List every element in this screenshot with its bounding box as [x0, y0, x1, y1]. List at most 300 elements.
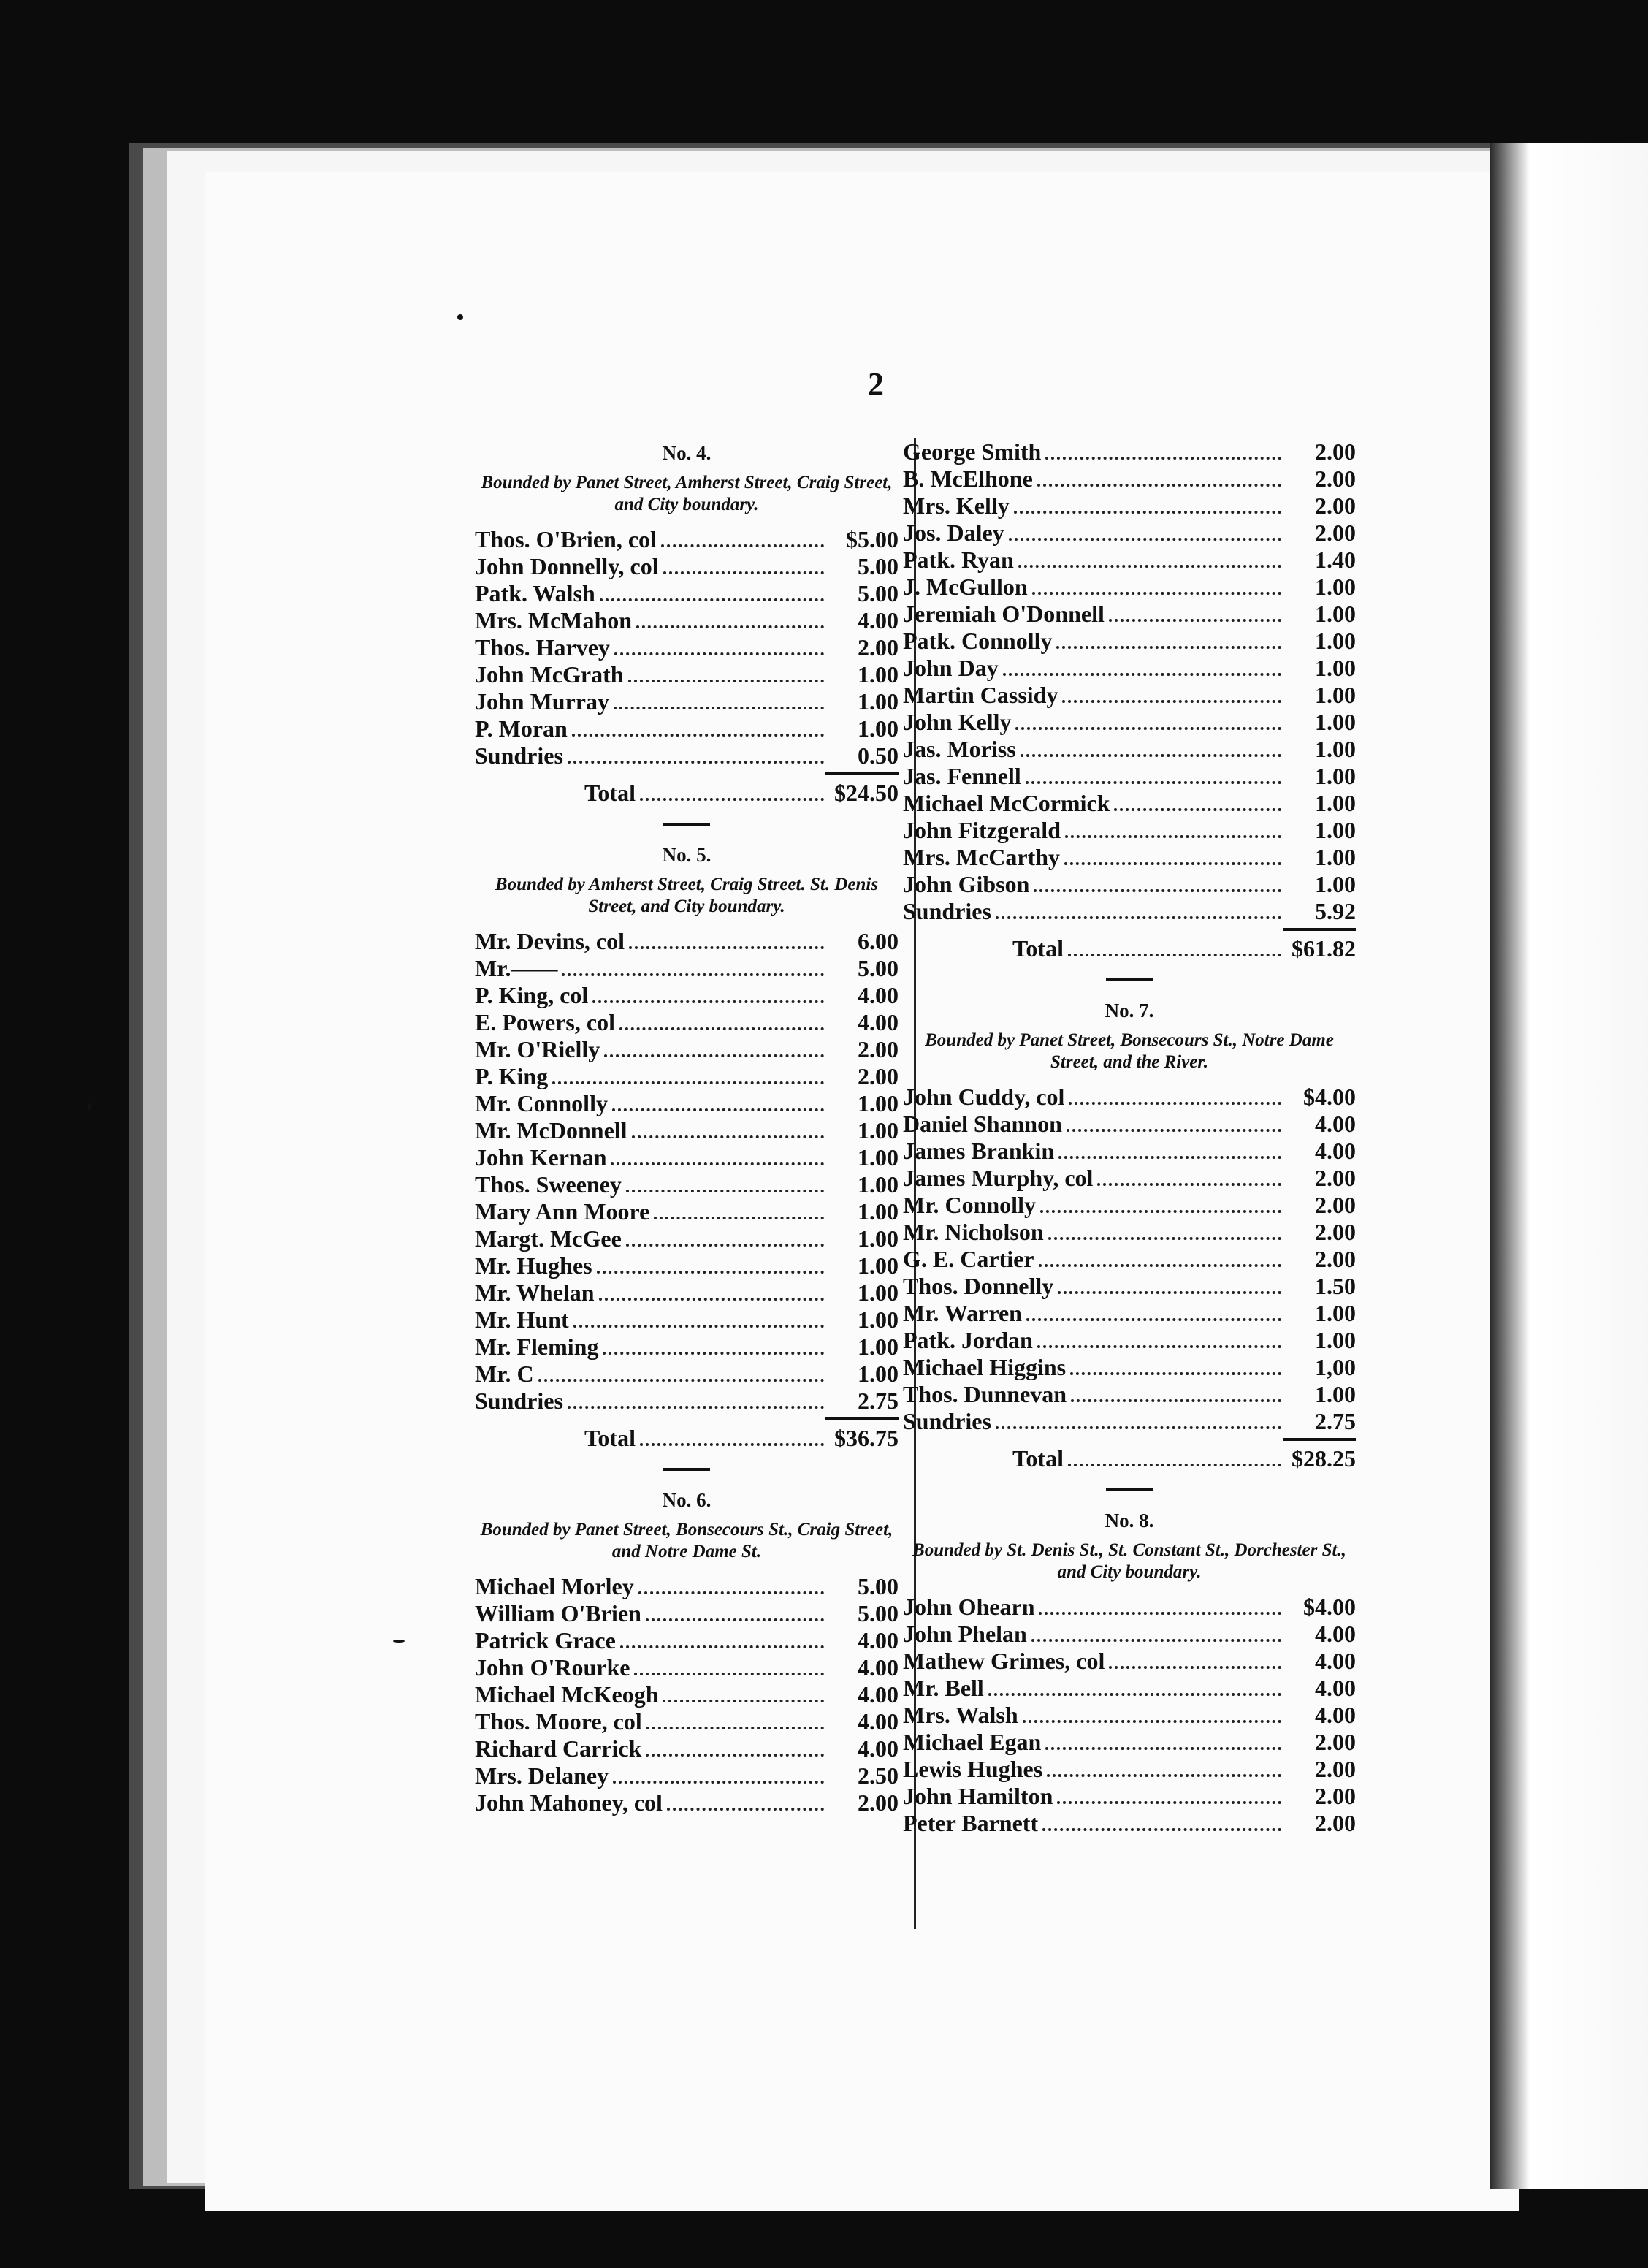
dot-leader	[613, 1781, 824, 1784]
subscription-amount: 1.00	[858, 661, 899, 688]
dot-leader	[1037, 1345, 1281, 1348]
subscriber-row	[475, 634, 899, 661]
dot-leader	[1070, 1372, 1281, 1375]
subscription-amount: 1.00	[1315, 709, 1356, 735]
subscriber-row	[475, 1171, 899, 1198]
subscription-amount: 1.40	[1315, 547, 1356, 573]
total-label: Total	[584, 780, 636, 806]
subscription-amount: 2.00	[858, 1036, 899, 1062]
subscription-amount: 1.00	[1315, 817, 1356, 843]
subscription-amount: 1.00	[1315, 1300, 1356, 1326]
dot-leader	[597, 1271, 824, 1274]
dot-leader	[600, 598, 824, 601]
dot-leader	[573, 1325, 824, 1328]
dot-leader	[1064, 862, 1281, 865]
subscription-amount: 1.00	[1315, 790, 1356, 816]
section-separator	[1106, 978, 1153, 981]
subscriber-row	[475, 982, 899, 1009]
subscriber-name: John Day	[903, 655, 999, 681]
subscription-amount: 1.00	[1315, 1327, 1356, 1353]
total-amount: $24.50	[834, 780, 899, 806]
subscriber-name: Sundries	[475, 1388, 563, 1414]
total-amount: $61.82	[1292, 935, 1356, 962]
subscription-amount: 1.00	[858, 1225, 899, 1252]
scan-speck	[393, 1640, 405, 1643]
dot-leader	[1058, 1156, 1281, 1159]
subscriber-row	[475, 1762, 899, 1789]
subscription-amount: 1.00	[858, 715, 899, 742]
dot-leader	[1097, 1183, 1281, 1186]
dot-leader	[636, 625, 824, 628]
subscriber-name: Sundries	[475, 742, 563, 769]
subscriber-row	[475, 1600, 899, 1627]
section-title: No. 7.	[1105, 1000, 1154, 1021]
subscription-amount: 2.00	[858, 634, 899, 661]
subscriber-row	[475, 607, 899, 634]
dot-leader	[629, 946, 824, 949]
subscription-amount: 4.00	[858, 982, 899, 1008]
subscription-amount: 1.00	[1315, 844, 1356, 870]
subscriber-row	[903, 736, 1356, 763]
dot-leader	[1015, 727, 1281, 730]
dot-leader	[667, 1808, 824, 1811]
subscription-amount: 2.00	[1315, 438, 1356, 465]
subscriber-row	[903, 1381, 1356, 1408]
subscription-amount: 1.00	[1315, 1381, 1356, 1407]
subscriber-row	[903, 1594, 1356, 1621]
dot-leader	[1069, 1102, 1281, 1105]
subscriber-name: P. King	[475, 1063, 549, 1089]
subscriber-name: John McGrath	[475, 661, 624, 688]
subscriber-name: Mr. Hughes	[475, 1252, 592, 1279]
subscriber-name: Margt. McGee	[475, 1225, 622, 1252]
subscriber-row	[475, 1333, 899, 1361]
subscriber-name: Richard Carrick	[475, 1735, 642, 1762]
subscriber-name: Michael Egan	[903, 1729, 1042, 1755]
dot-leader	[1109, 1666, 1281, 1669]
subscription-amount: 2.00	[1315, 492, 1356, 519]
dot-leader	[1039, 1264, 1282, 1267]
section-title: No. 5.	[662, 844, 712, 866]
subscriber-name: Thos. Donnelly	[903, 1273, 1054, 1299]
section-no8	[903, 1506, 1356, 1837]
dot-leader	[654, 1217, 824, 1219]
dot-leader	[1109, 619, 1281, 622]
subscriber-row	[903, 1300, 1356, 1327]
dot-leader	[1039, 1612, 1281, 1615]
subscription-amount: 1.00	[1315, 601, 1356, 627]
subscription-amount: 1.00	[858, 1306, 899, 1333]
subscription-amount: 4.00	[858, 1009, 899, 1035]
subscriber-name: Mrs. McMahon	[475, 607, 633, 633]
subscription-amount: 2.75	[1315, 1408, 1356, 1434]
dot-leader	[988, 1693, 1281, 1696]
subscription-amount: 1.00	[858, 1090, 899, 1116]
subscriber-row	[475, 1627, 899, 1654]
subscriber-name: John Donnelly, col	[475, 553, 659, 579]
section-no4	[475, 438, 899, 807]
subscriber-name: Mrs. Kelly	[903, 492, 1010, 519]
dot-leader	[1045, 1747, 1281, 1750]
subscription-amount: 2.00	[858, 1063, 899, 1089]
subscriber-row	[475, 955, 899, 982]
total-label: Total	[1012, 1445, 1064, 1472]
subscription-amount: 0.50	[858, 742, 899, 769]
subscription-amount: 1.00	[1315, 655, 1356, 681]
subscriber-row	[475, 1573, 899, 1600]
subscriber-row	[475, 1144, 899, 1171]
dot-leader	[626, 1190, 824, 1192]
subscriber-row	[475, 1789, 899, 1816]
right-column	[903, 438, 1356, 1837]
subscriber-name: John Ohearn	[903, 1594, 1035, 1620]
dot-leader	[538, 1379, 824, 1382]
subscription-amount: 2.00	[858, 1789, 899, 1816]
dot-leader	[1042, 1828, 1281, 1831]
subscriber-row	[903, 1273, 1356, 1300]
subscriber-name: Mrs. Walsh	[903, 1702, 1018, 1728]
subscription-amount: 2.00	[1315, 1246, 1356, 1272]
subscriber-name: John O'Rourke	[475, 1654, 630, 1681]
page-number: 2	[868, 366, 884, 402]
subscriber-row	[903, 1192, 1356, 1219]
subscription-amount: 5.00	[858, 580, 899, 606]
subscriber-name: Patk. Ryan	[903, 547, 1014, 573]
dot-leader	[619, 1027, 824, 1030]
subscription-amount: 5.92	[1315, 898, 1356, 924]
subscriber-name: Mrs. Delaney	[475, 1762, 609, 1789]
section-total-row	[903, 935, 1356, 962]
subscriber-row	[475, 688, 899, 715]
subscriber-name: Thos. Harvey	[475, 634, 610, 661]
subscriber-row	[475, 1063, 899, 1090]
dot-leader	[1048, 1237, 1281, 1240]
subscriber-name: P. Moran	[475, 715, 568, 742]
subscriber-row	[475, 1279, 899, 1306]
subscription-amount: 2.75	[858, 1388, 899, 1414]
subscription-amount: 2.00	[1315, 1165, 1356, 1191]
dot-leader	[599, 1298, 824, 1301]
subscriber-row	[475, 1681, 899, 1708]
subscriber-row	[475, 1654, 899, 1681]
total-rule	[825, 772, 899, 775]
subscriber-name: Mr.——	[475, 955, 558, 981]
subscriber-row	[475, 1388, 899, 1415]
subscriber-row	[903, 682, 1356, 709]
dot-leader	[1018, 565, 1281, 568]
subscriber-name: Thos. Moore, col	[475, 1708, 642, 1735]
subscriber-row	[475, 661, 899, 688]
subscriber-row	[903, 1648, 1356, 1675]
subscriber-row	[903, 817, 1356, 844]
subscription-amount: 1.00	[858, 1117, 899, 1143]
subscription-amount: 1.00	[1315, 736, 1356, 762]
subscriber-row	[903, 1810, 1356, 1837]
subscriber-name: Mr. Hunt	[475, 1306, 569, 1333]
subscriber-list	[903, 1084, 1356, 1435]
subscriber-name: P. King, col	[475, 982, 589, 1008]
subscriber-name: Mary Ann Moore	[475, 1198, 650, 1225]
subscription-amount: $4.00	[1303, 1084, 1356, 1110]
subscriber-row	[903, 1138, 1356, 1165]
subscription-amount: 4.00	[858, 1681, 899, 1708]
subscriber-row	[903, 1675, 1356, 1702]
subscription-amount: 1.00	[1315, 574, 1356, 600]
subscription-amount: $4.00	[1303, 1594, 1356, 1620]
dot-leader	[568, 1406, 824, 1409]
subscription-amount: 2.00	[1315, 1729, 1356, 1755]
subscription-amount: 1.00	[1315, 682, 1356, 708]
subscription-amount: 4.00	[1315, 1621, 1356, 1647]
dot-leader	[1037, 484, 1281, 487]
left-column	[475, 438, 899, 1816]
dot-leader	[1068, 954, 1281, 956]
subscriber-name: Michael Higgins	[903, 1354, 1067, 1380]
subscription-amount: 5.00	[858, 553, 899, 579]
subscription-amount: 2.00	[1315, 1219, 1356, 1245]
subscriber-row	[475, 1009, 899, 1036]
dot-leader	[604, 1054, 824, 1057]
section-separator	[663, 1468, 710, 1471]
dot-leader	[661, 544, 824, 547]
dot-leader	[646, 1727, 824, 1729]
subscriber-row	[903, 601, 1356, 628]
subscriber-row	[903, 1219, 1356, 1246]
subscriber-name: Mr. Whelan	[475, 1279, 595, 1306]
subscriber-row	[903, 709, 1356, 736]
section-no6-continued	[903, 438, 1356, 962]
dot-leader	[996, 1426, 1281, 1429]
subscription-amount: 4.00	[1315, 1702, 1356, 1728]
total-amount: $28.25	[1292, 1445, 1356, 1472]
subscriber-name: Jas. Fennell	[903, 763, 1021, 789]
subscription-amount: 2.00	[1315, 1192, 1356, 1218]
subscription-amount: 4.00	[858, 1654, 899, 1681]
subscriber-row	[903, 1702, 1356, 1729]
subscription-amount: 1.50	[1315, 1273, 1356, 1299]
subscriber-row	[903, 438, 1356, 465]
subscriber-row	[903, 1165, 1356, 1192]
subscriber-name: Thos. O'Brien, col	[475, 526, 657, 552]
section-total-row	[475, 780, 899, 807]
subscriber-row	[903, 1756, 1356, 1783]
subscriber-name: Mrs. McCarthy	[903, 844, 1061, 870]
subscriber-row	[903, 1783, 1356, 1810]
subscriber-name: Sundries	[903, 1408, 991, 1434]
subscription-amount: 1,00	[1315, 1354, 1356, 1380]
subscriber-name: Mr. Connolly	[475, 1090, 608, 1116]
dot-leader	[638, 1591, 824, 1594]
dot-leader	[1031, 1639, 1281, 1642]
subscription-amount: 1.00	[858, 688, 899, 715]
section-separator	[663, 823, 710, 826]
subscription-amount: 5.00	[858, 1573, 899, 1599]
subscriber-name: Mr. Bell	[903, 1675, 984, 1701]
subscription-amount: 1.00	[858, 1361, 899, 1387]
dot-leader	[614, 707, 824, 709]
subscriber-name: J. McGullon	[903, 574, 1028, 600]
subscriber-name: Jos. Daley	[903, 520, 1004, 546]
section-separator	[1106, 1488, 1153, 1491]
subscriber-row	[475, 1036, 899, 1063]
subscriber-row	[903, 790, 1356, 817]
subscriber-name: John Mahoney, col	[475, 1789, 663, 1816]
subscriber-row	[475, 1225, 899, 1252]
dot-leader	[603, 1352, 824, 1355]
subscriber-row	[475, 1252, 899, 1279]
subscriber-row	[903, 465, 1356, 492]
dot-leader	[592, 1000, 824, 1003]
subscriber-name: James Brankin	[903, 1138, 1055, 1164]
subscriber-name: G. E. Cartier	[903, 1246, 1034, 1272]
subscriber-name: John Hamilton	[903, 1783, 1053, 1809]
subscriber-row	[475, 1198, 899, 1225]
section-no6	[475, 1485, 899, 1816]
subscriber-name: Mr. Connolly	[903, 1192, 1036, 1218]
dot-leader	[1026, 781, 1281, 784]
subscriber-name: Mr. Fleming	[475, 1333, 599, 1360]
dot-leader	[1056, 646, 1281, 649]
dot-leader	[1047, 1774, 1281, 1777]
dot-leader	[1032, 592, 1281, 595]
dot-leader	[1034, 889, 1281, 892]
dot-leader	[646, 1618, 824, 1621]
subscriber-row	[903, 574, 1356, 601]
subscriber-row	[903, 1246, 1356, 1273]
total-label: Total	[1012, 935, 1064, 962]
dot-leader	[632, 1135, 824, 1138]
subscription-amount: 4.00	[1315, 1111, 1356, 1137]
subscription-amount: 1.00	[858, 1333, 899, 1360]
dot-leader	[1026, 1318, 1281, 1321]
section-total-row	[475, 1425, 899, 1452]
subscriber-row	[903, 520, 1356, 547]
subscriber-name: Michael McCormick	[903, 790, 1110, 816]
subscriber-list	[903, 438, 1356, 925]
subscriber-name: William O'Brien	[475, 1600, 641, 1626]
subscriber-name: Daniel Shannon	[903, 1111, 1062, 1137]
subscription-amount: 1.00	[858, 1144, 899, 1171]
subscriber-row	[903, 1111, 1356, 1138]
subscriber-name: Mr. Warren	[903, 1300, 1022, 1326]
dot-leader	[572, 734, 824, 737]
subscriber-row	[903, 1327, 1356, 1354]
subscriber-row	[475, 1735, 899, 1762]
subscription-amount: 4.00	[1315, 1648, 1356, 1674]
dot-leader	[626, 1244, 824, 1247]
subscription-amount: 1.00	[858, 1198, 899, 1225]
subscriber-row	[903, 655, 1356, 682]
dot-leader	[1057, 1801, 1281, 1804]
subscriber-row	[475, 526, 899, 553]
subscriber-name: Mr. C	[475, 1361, 534, 1387]
subscriber-name: Jas. Moriss	[903, 736, 1016, 762]
total-rule	[825, 1418, 899, 1420]
dot-leader	[1068, 1464, 1281, 1466]
dot-leader	[663, 571, 824, 574]
subscriber-row	[903, 628, 1356, 655]
dot-leader	[628, 680, 824, 682]
subscription-amount: 5.00	[858, 955, 899, 981]
dot-leader	[1023, 1720, 1281, 1723]
subscriber-row	[903, 1084, 1356, 1111]
total-rule	[1283, 1438, 1356, 1441]
dot-leader	[1021, 754, 1281, 757]
subscriber-row	[903, 898, 1356, 925]
subscriber-name: Peter Barnett	[903, 1810, 1039, 1836]
subscriber-row	[903, 1354, 1356, 1381]
subscriber-name: John Murray	[475, 688, 609, 715]
subscription-amount: 2.00	[1315, 1783, 1356, 1809]
subscriber-row	[475, 553, 899, 580]
subscriber-name: Mr. McDonnell	[475, 1117, 627, 1143]
section-title: No. 4.	[662, 442, 712, 464]
subscriber-name: John Gibson	[903, 871, 1030, 897]
subscription-amount: 2.00	[1315, 520, 1356, 546]
subscriber-row	[475, 1708, 899, 1735]
section-description: Bounded by Panet Street, Bonsecours St., Craig Street, and Notre Dame St.	[480, 1520, 893, 1561]
dot-leader	[1062, 700, 1281, 703]
subscription-amount: 6.00	[858, 928, 899, 954]
subscriber-row	[903, 547, 1356, 574]
subscription-amount: 4.00	[1315, 1138, 1356, 1164]
subscriber-name: Jeremiah O'Donnell	[903, 601, 1105, 627]
dot-leader	[612, 1108, 824, 1111]
subscription-amount: 1.00	[858, 1279, 899, 1306]
subscriber-name: James Murphy, col	[903, 1165, 1094, 1191]
section-title: No. 8.	[1105, 1510, 1154, 1531]
total-amount: $36.75	[834, 1425, 899, 1451]
dot-leader	[1003, 673, 1281, 676]
section-no5	[475, 840, 899, 1452]
dot-leader	[1009, 538, 1281, 541]
subscriber-row	[475, 1090, 899, 1117]
subscriber-name: Mr. Devins, col	[475, 928, 625, 954]
subscriber-row	[475, 928, 899, 955]
dot-leader	[1040, 1210, 1281, 1213]
subscriber-row	[475, 1361, 899, 1388]
subscriber-row	[475, 742, 899, 769]
subscriber-row	[903, 492, 1356, 520]
subscriber-name: Thos. Sweeney	[475, 1171, 622, 1198]
facing-page-edge	[1490, 143, 1648, 2189]
subscriber-row	[903, 1408, 1356, 1435]
subscriber-name: Thos. Dunnevan	[903, 1381, 1067, 1407]
subscription-amount: 4.00	[858, 607, 899, 633]
section-total-row	[903, 1445, 1356, 1472]
subscription-amount: 1.00	[1315, 763, 1356, 789]
subscription-amount: 4.00	[858, 1735, 899, 1762]
section-title: No. 6.	[662, 1489, 712, 1511]
dot-leader	[640, 1443, 824, 1446]
subscription-amount: 4.00	[858, 1708, 899, 1735]
section-description: Bounded by Amherst Street, Craig Street. St. Denis Street, and City boundary.	[495, 875, 879, 916]
subscriber-name: Lewis Hughes	[903, 1756, 1043, 1782]
subscription-amount: 1.00	[858, 1252, 899, 1279]
subscription-amount: 2.00	[1315, 1810, 1356, 1836]
dot-leader	[1071, 1399, 1281, 1402]
dot-leader	[1014, 511, 1281, 514]
scan-speck	[457, 314, 463, 320]
section-no7	[903, 996, 1356, 1472]
subscriber-name: Patk. Walsh	[475, 580, 595, 606]
dot-leader	[614, 652, 824, 655]
subscriber-name: John Kernan	[475, 1144, 607, 1171]
section-description: Bounded by St. Denis St., St. Constant St., Dorchester St., and City boundary.	[912, 1540, 1346, 1582]
total-rule	[1283, 928, 1356, 931]
subscriber-row	[475, 1117, 899, 1144]
subscriber-name: Sundries	[903, 898, 991, 924]
